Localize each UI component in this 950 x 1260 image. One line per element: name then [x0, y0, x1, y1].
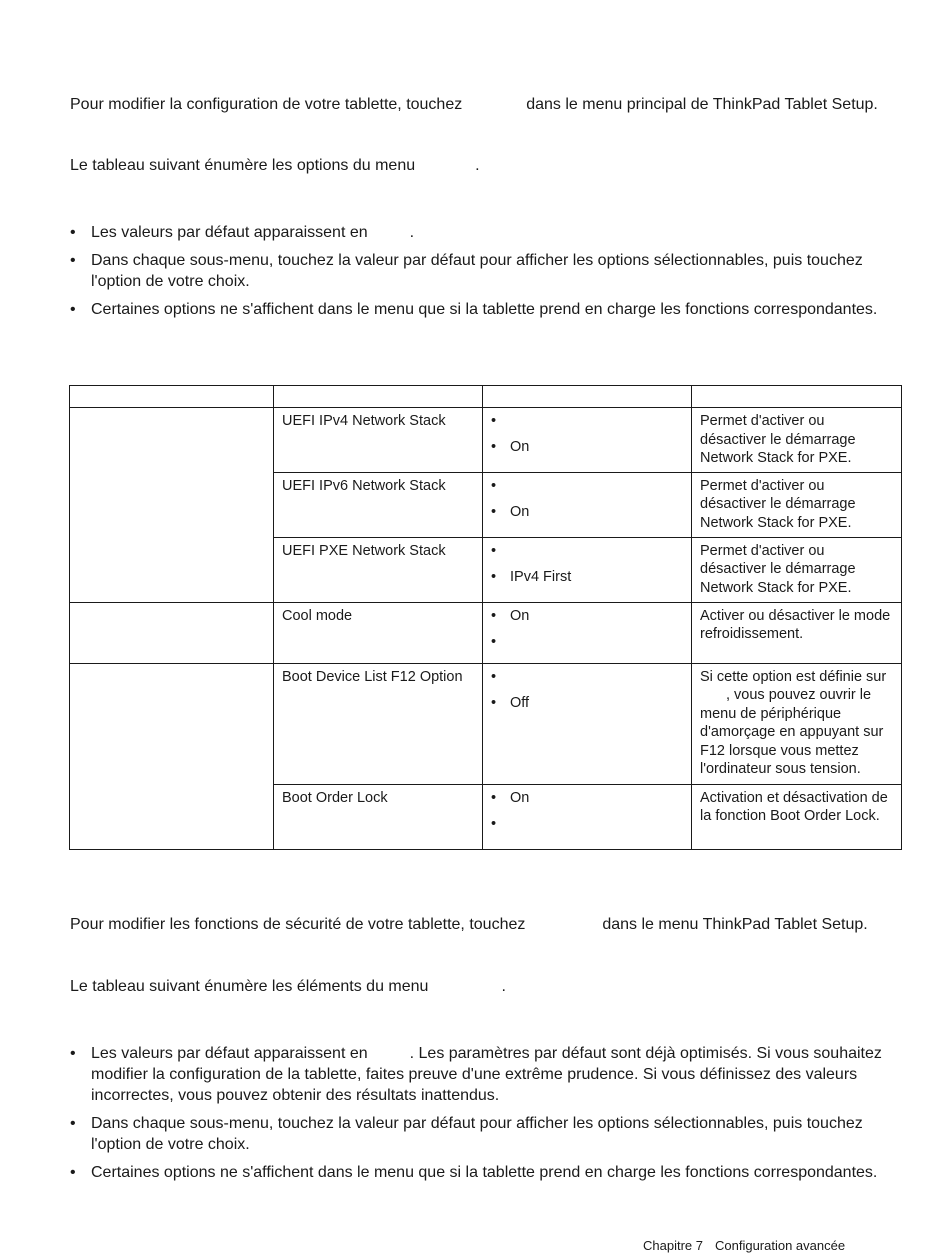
value-option: • On	[491, 607, 683, 633]
security-table-intro-end: .	[501, 978, 506, 995]
table-row	[70, 663, 902, 784]
config-table-intro-end: .	[475, 157, 480, 174]
security-table-intro-text: Le tableau suivant énumère les éléments du menu	[70, 978, 429, 995]
menu-group-cell	[70, 602, 274, 663]
value-option	[491, 477, 683, 503]
values-cell	[483, 537, 692, 602]
table-row	[70, 408, 902, 473]
description-cell: Activation et désactivation de la fonction Boot Order Lock.	[692, 784, 902, 849]
values-cell	[483, 602, 692, 663]
security-intro-text-before: Pour modifier les fonctions de sécurité de votre tablette, touchez	[70, 916, 526, 933]
config-notes-list	[70, 222, 900, 327]
header-cell	[70, 386, 274, 408]
table-header-row	[70, 386, 902, 408]
item-cell: UEFI IPv4 Network Stack	[274, 408, 483, 473]
value-option: • On	[491, 438, 683, 464]
menu-group-cell	[70, 663, 274, 849]
value-option	[491, 412, 683, 438]
config-intro-text-before: Pour modifier la configuration de votre tablette, touchez	[70, 96, 463, 113]
values-cell	[483, 663, 692, 784]
description-cell: Permet d'activer ou désactiver le démarrage Network Stack for PXE.	[692, 408, 902, 473]
config-note: • Certaines options ne s'affichent dans le menu que si la tablette prend en charge les fonctions correspondantes.	[70, 299, 900, 320]
config-note: • Les valeurs par défaut apparaissent en .	[70, 222, 900, 243]
item-cell: Boot Device List F12 Option	[274, 663, 483, 784]
security-note: • Dans chaque sous-menu, touchez la valeur par défaut pour afficher les options sélectionnables, puis touchez l'option de votre choix.	[70, 1113, 900, 1155]
value-option	[491, 815, 683, 841]
value-option	[491, 668, 683, 694]
security-note: • Certaines options ne s'affichent dans le menu que si la tablette prend en charge les fonctions correspondantes.	[70, 1162, 900, 1183]
security-note: • Les valeurs par défaut apparaissent en . Les paramètres par défaut sont déjà optimisés. Si vous souhaitez modifier la configuration de la tablette, faites preuve d'une extrême prudence. Si vous définissez des valeurs incorrectes, vous pouvez obtenir des résultats inattendus.	[70, 1043, 900, 1106]
values-cell	[483, 472, 692, 537]
config-intro-text-after: dans le menu principal de ThinkPad Tablet Setup.	[526, 96, 878, 113]
description-cell: Permet d'activer ou désactiver le démarrage Network Stack for PXE.	[692, 472, 902, 537]
item-cell: Boot Order Lock	[274, 784, 483, 849]
security-notes-list	[70, 1043, 900, 1190]
item-cell: Cool mode	[274, 602, 483, 663]
value-option: • On	[491, 789, 683, 815]
value-option: • On	[491, 503, 683, 529]
footer-chapter: Chapitre 7	[643, 1238, 703, 1253]
value-option: • IPv4 First	[491, 568, 683, 594]
description-cell: Si cette option est définie sur, vous pouvez ouvrir le menu de périphérique d'amorçage en appuyant sur F12 lorsque vous mettez l'ordinateur sous tension.	[692, 663, 902, 784]
config-intro-paragraph	[70, 94, 900, 115]
config-options-table	[69, 385, 902, 850]
security-intro-text-after: dans le menu ThinkPad Tablet Setup.	[602, 916, 868, 933]
config-table-intro-text: Le tableau suivant énumère les options du menu	[70, 157, 416, 174]
item-cell: UEFI IPv6 Network Stack	[274, 472, 483, 537]
value-option	[491, 633, 683, 659]
header-cell	[274, 386, 483, 408]
security-table-intro	[70, 976, 900, 997]
item-cell: UEFI PXE Network Stack	[274, 537, 483, 602]
security-intro-paragraph	[70, 914, 900, 935]
menu-group-cell	[70, 408, 274, 603]
footer-title: Configuration avancée	[714, 1238, 846, 1253]
config-note: • Dans chaque sous-menu, touchez la valeur par défaut pour afficher les options sélectionnables, puis touchez l'option de votre choix.	[70, 250, 900, 292]
value-option	[491, 542, 683, 568]
values-cell	[483, 784, 692, 849]
table-row	[70, 602, 902, 663]
config-table-intro	[70, 155, 900, 176]
value-option: • Off	[491, 694, 683, 720]
values-cell	[483, 408, 692, 473]
description-cell: Activer ou désactiver le mode refroidissement.	[692, 602, 902, 663]
page-footer	[643, 1238, 845, 1254]
description-cell: Permet d'activer ou désactiver le démarrage Network Stack for PXE.	[692, 537, 902, 602]
header-cell	[692, 386, 902, 408]
header-cell	[483, 386, 692, 408]
